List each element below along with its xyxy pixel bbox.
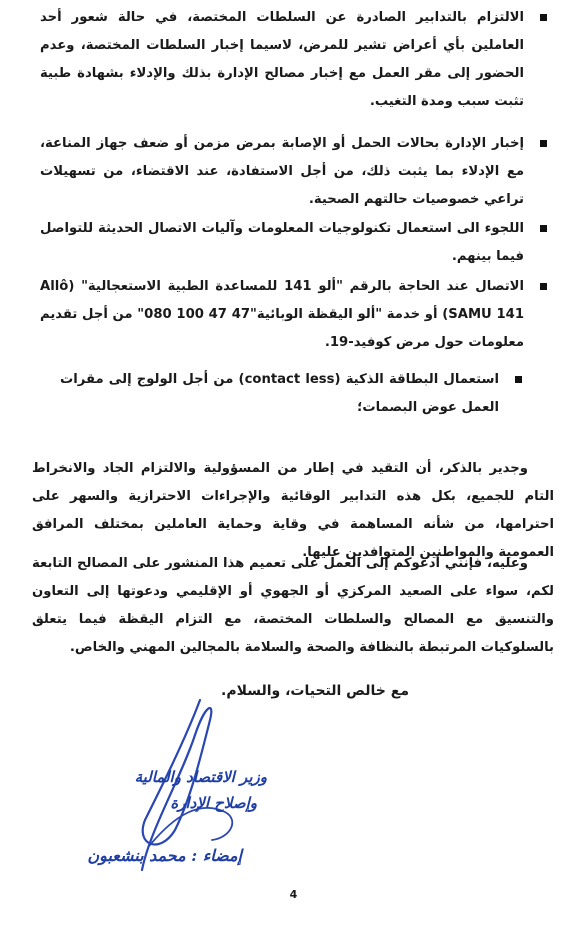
- bullet-text: الالتزام بالتدابير الصادرة عن السلطات المختصة، في حالة شعور أحد العاملين بأي أعراض تشير للمرض، لاسيما إخبار السلطات المختصة، وعدم الحضور إلى مقر العمل مع إخبار مصالح الإدارة بذلك والإدلاء بشهادة طبية تثبت سبب ومدة التغيب.: [40, 10, 524, 109]
- closing-salutation: مع خالص التحيات، والسلام.: [221, 683, 409, 699]
- page-number: 4: [289, 888, 298, 901]
- bullet-text: الاتصال عند الحاجة بالرقم "ألو 141 للمساعدة الطبية الاستعجالية" (Allô SAMU 141) أو خدمة "ألو اليقظة الوبائية"47 47 100 080" من أجل تقديم معلومات حول مرض كوفيد-19.: [40, 279, 524, 350]
- body-paragraph: وعليه، فإنني أدعوكم إلى العمل على تعميم هذا المنشور على المصالح التابعة لكم، سواء على الصعيد المركزي أو الجهوي أو الإقليمي ودعوتها إلى التعاون والتنسيق مع المصالح والسلطات المختصة، مع التزام اليقظة فيما يتعلق بالسلوكيات المرتبطة بالنظافة والصحة والسلامة بالمجالين المهني والخاص.: [32, 556, 554, 655]
- bullet-text: استعمال البطاقة الذكية (contact less) من أجل الولوج إلى مقرات العمل عوض البصمات؛: [60, 372, 499, 415]
- signature-signed-by: إمضاء : محمد بنشعبون: [87, 846, 242, 865]
- signature-title-line2: وإصلاح الإدارة: [170, 794, 257, 812]
- bullet-text: إخبار الإدارة بحالات الحمل أو الإصابة بمرض مزمن أو ضعف جهاز المناعة، مع الإدلاء بما يثبت ذلك، من أجل الاستفادة، عند الاقتضاء، من تسهيلات تراعي خصوصيات حالتهم الصحية.: [40, 136, 524, 207]
- body-paragraph: وجدير بالذكر، أن التقيد في إطار من المسؤولية والالتزام الجاد والانخراط التام للجميع، بكل هذه التدابير الوقائية والإجراءات الاحترازية والسهر على احترامها، من شأنه المساهمة في وقاية وحماية العاملين بمختلف المرافق العمومية والمواطنين المتوافدين عليها.: [32, 461, 554, 560]
- signature-title-line1: وزير الاقتصاد والمالية: [134, 768, 267, 786]
- bullet-text: اللجوء الى استعمال تكنولوجيات المعلومات وآليات الاتصال الحديثة للتواصل فيما بينهم.: [40, 221, 524, 264]
